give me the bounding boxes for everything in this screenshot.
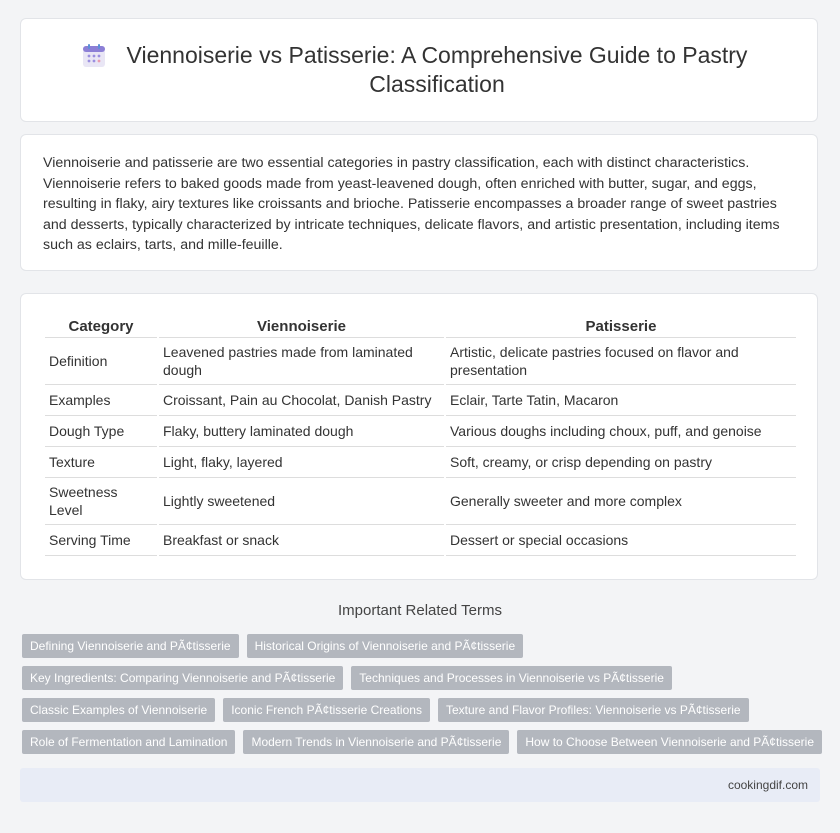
footer xyxy=(20,768,820,802)
table-cell-patisserie: Eclair, Tarte Tatin, Macaron xyxy=(446,385,796,416)
table-cell-patisserie: Soft, creamy, or crisp depending on pastry xyxy=(446,447,796,478)
table-cell-category: Examples xyxy=(45,385,157,416)
related-terms-tags xyxy=(22,634,822,762)
table-cell-category: Texture xyxy=(45,447,157,478)
tag-row xyxy=(22,730,822,754)
table-cell-patisserie: Artistic, delicate pastries focused on flavor and presentation xyxy=(446,338,796,385)
table-cell-viennoiserie: Flaky, buttery laminated dough xyxy=(159,416,444,447)
column-header-category: Category xyxy=(45,310,157,338)
table-cell-patisserie: Generally sweeter and more complex xyxy=(446,478,796,525)
related-term-tag[interactable]: Iconic French PÃ¢tisserie Creations xyxy=(223,698,430,722)
title-wrap xyxy=(41,41,797,99)
table-cell-patisserie: Various doughs including choux, puff, and genoise xyxy=(446,416,796,447)
tag-row xyxy=(22,634,822,658)
intro-card xyxy=(20,134,818,271)
page-title: Viennoiserie vs Patisserie: A Comprehensive Guide to Pastry Classification xyxy=(126,42,748,97)
related-term-tag[interactable]: Defining Viennoiserie and PÃ¢tisserie xyxy=(22,634,239,658)
column-header-viennoiserie: Viennoiserie xyxy=(159,310,444,338)
related-term-tag[interactable]: Classic Examples of Viennoiserie xyxy=(22,698,215,722)
table-row xyxy=(45,525,796,556)
related-term-tag[interactable]: Historical Origins of Viennoiserie and PÃ¢tisserie xyxy=(247,634,524,658)
related-term-tag[interactable]: Role of Fermentation and Lamination xyxy=(22,730,235,754)
table-row xyxy=(45,478,796,525)
related-term-tag[interactable]: Key Ingredients: Comparing Viennoiserie and PÃ¢tisserie xyxy=(22,666,343,690)
related-term-tag[interactable]: Modern Trends in Viennoiserie and PÃ¢tisserie xyxy=(243,730,509,754)
table-cell-category: Sweetness Level xyxy=(45,478,157,525)
comparison-table-card xyxy=(20,293,818,580)
table-header-row xyxy=(45,310,796,338)
table-cell-category: Dough Type xyxy=(45,416,157,447)
tag-row xyxy=(22,666,822,690)
table-cell-patisserie: Dessert or special occasions xyxy=(446,525,796,556)
tag-row xyxy=(22,698,822,722)
table-row xyxy=(45,447,796,478)
comparison-table xyxy=(43,310,798,556)
related-terms-heading: Important Related Terms xyxy=(338,602,502,619)
related-term-tag[interactable]: How to Choose Between Viennoiserie and PÃ¢tisserie xyxy=(517,730,822,754)
footer-site-link[interactable]: cookingdif.com xyxy=(727,778,808,792)
table-cell-viennoiserie: Lightly sweetened xyxy=(159,478,444,525)
table-cell-viennoiserie: Leavened pastries made from laminated dough xyxy=(159,338,444,385)
table-row xyxy=(45,385,796,416)
table-cell-viennoiserie: Croissant, Pain au Chocolat, Danish Pastry xyxy=(159,385,444,416)
table-cell-viennoiserie: Light, flaky, layered xyxy=(159,447,444,478)
table-row xyxy=(45,338,796,385)
related-term-tag[interactable]: Techniques and Processes in Viennoiserie vs PÃ¢tisserie xyxy=(351,666,672,690)
header-card xyxy=(20,18,818,122)
intro-paragraph: Viennoiserie and patisserie are two essential categories in pastry classification, each with distinct characteristics. Viennoiserie refers to baked goods made from yeast-leavened dough, often enriched with butter, sugar, and eggs, resulting in flaky, airy textures like croissants and brioche. Patisserie encompasses a broader range of sweet pastries and desserts, typically characterized by intricate techniques, delicate flavors, and artistic presentation, including items such as eclairs, tarts, and mille-feuille. xyxy=(43,155,780,254)
related-term-tag[interactable]: Texture and Flavor Profiles: Viennoiserie vs PÃ¢tisserie xyxy=(438,698,749,722)
column-header-patisserie: Patisserie xyxy=(446,310,796,338)
table-cell-viennoiserie: Breakfast or snack xyxy=(159,525,444,556)
table-row xyxy=(45,416,796,447)
table-cell-category: Definition xyxy=(45,338,157,385)
table-cell-category: Serving Time xyxy=(45,525,157,556)
calendar-icon xyxy=(81,43,107,69)
